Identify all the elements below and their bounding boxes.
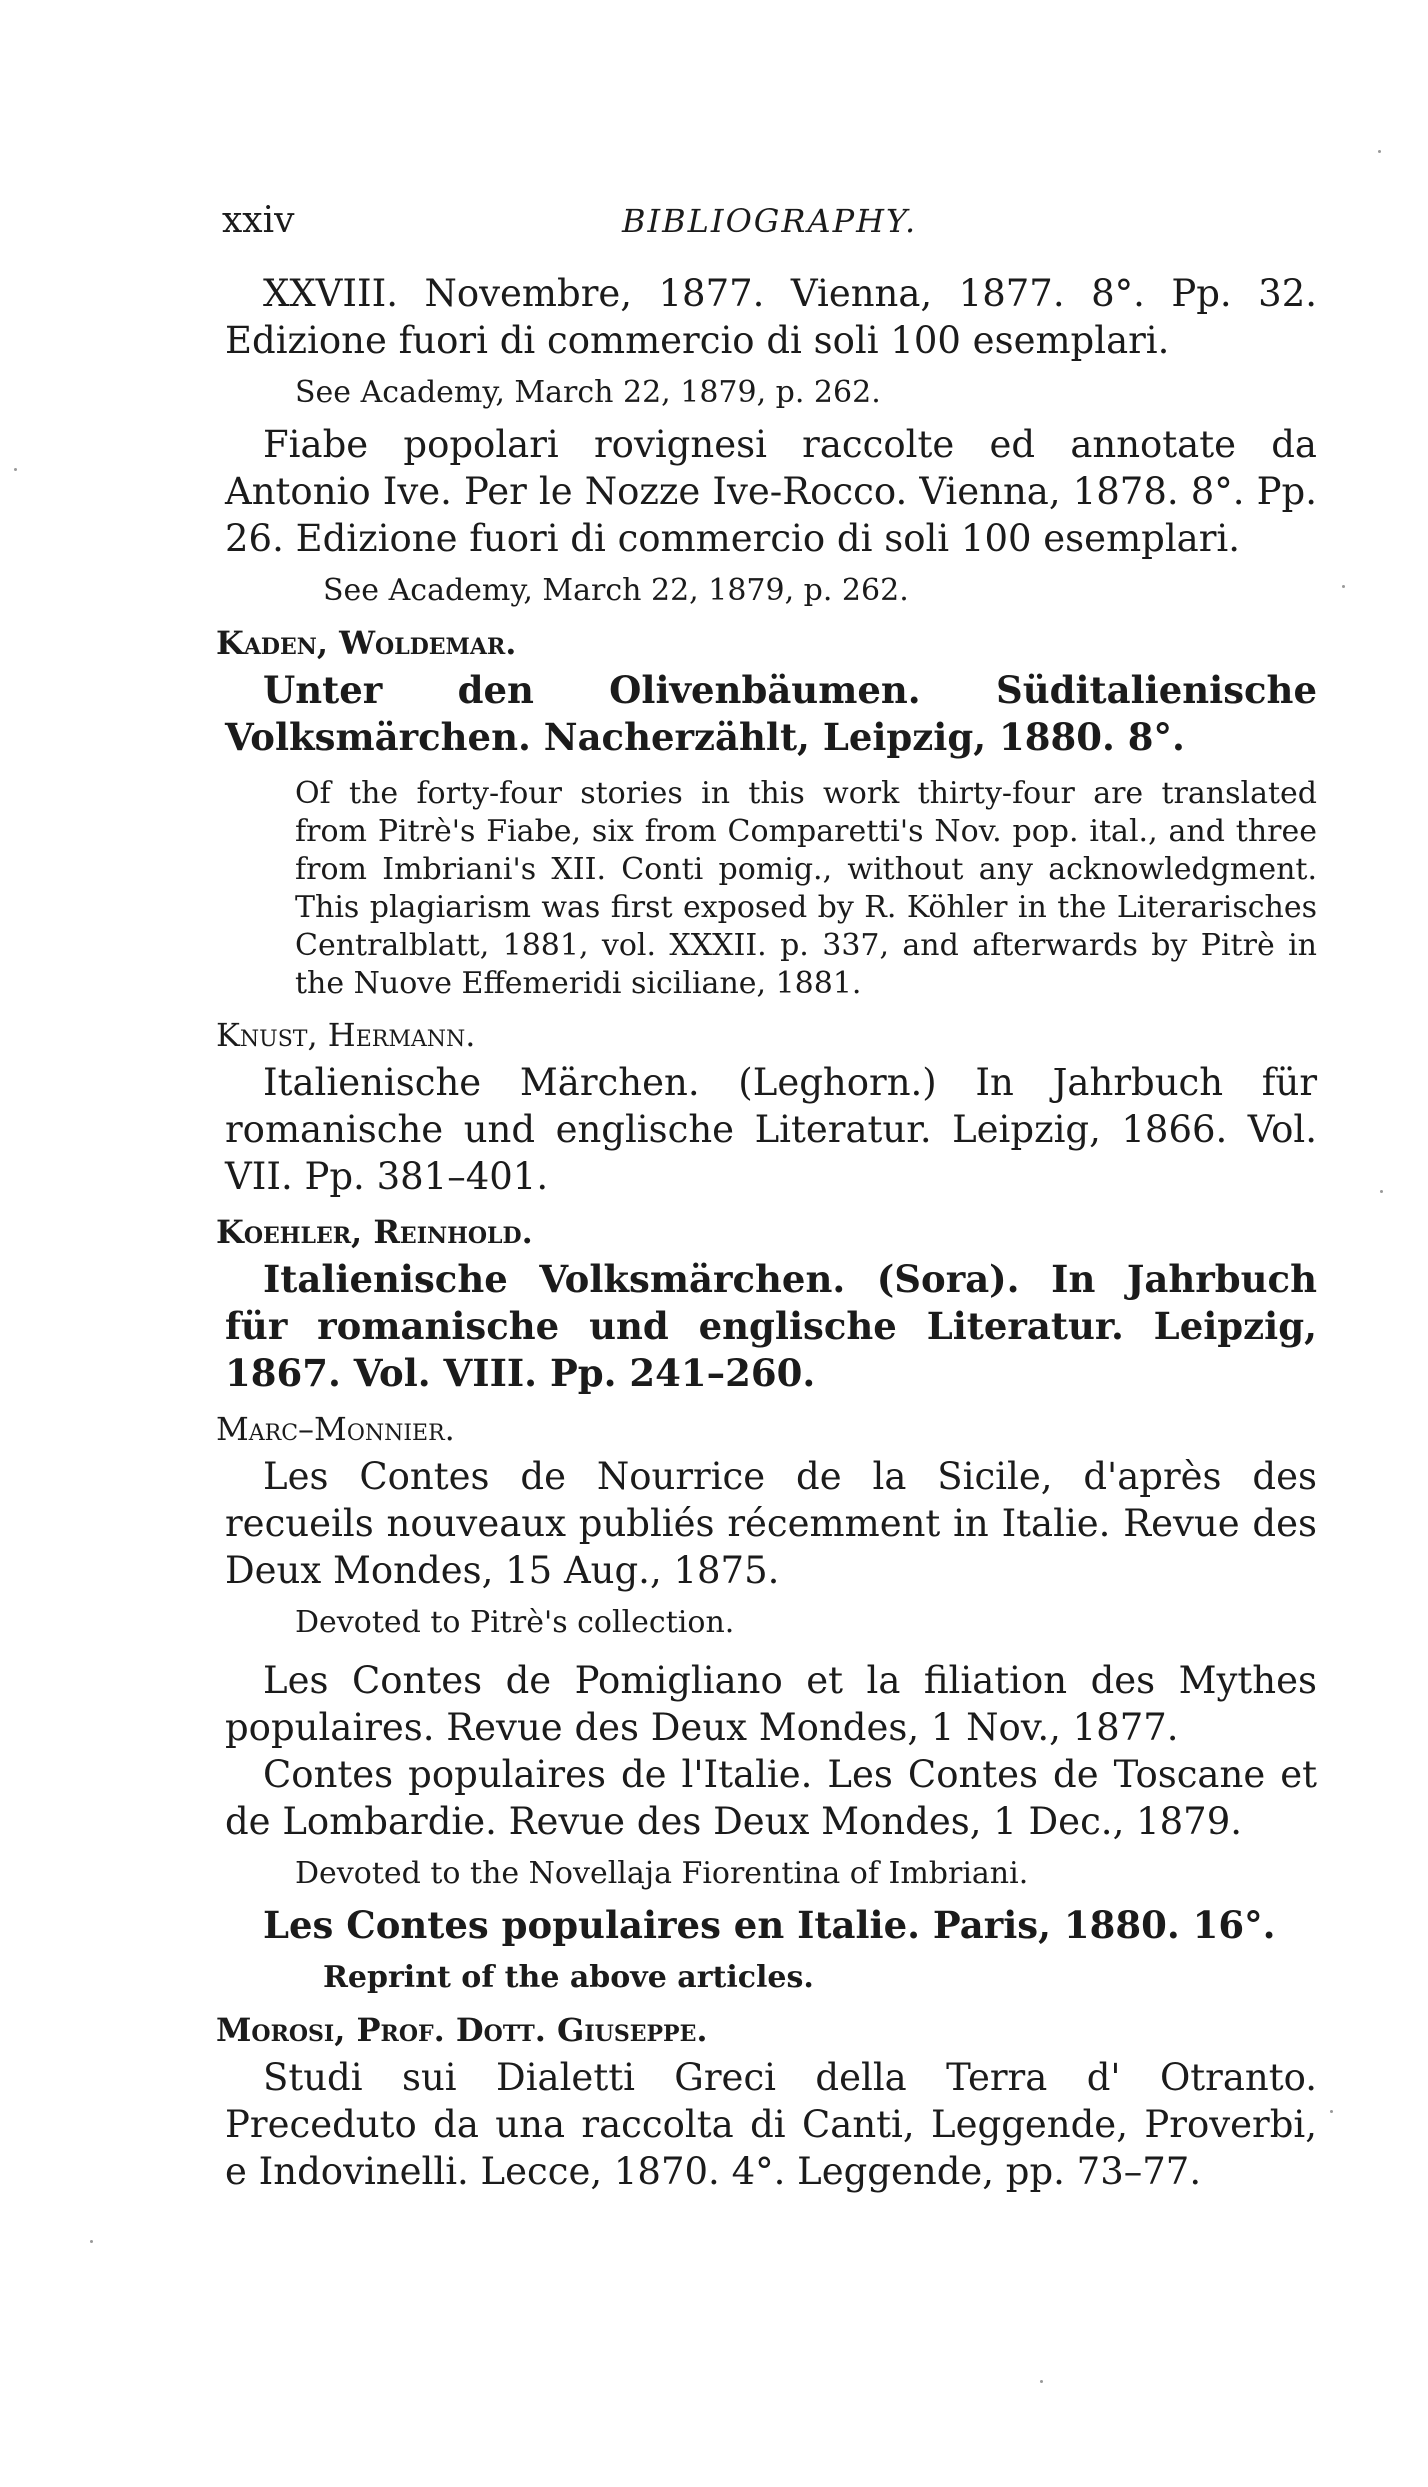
note-novellaja: Devoted to the Novellaja Fiorentina of Imbriani. (295, 1856, 1029, 1891)
running-title: BIBLIOGRAPHY. (622, 202, 918, 240)
page-number: xxiv (222, 200, 295, 241)
entry-studi-dialetti: Studi sui Dialetti Greci della Terra d' Otranto. Preceduto da una raccolta di Canti, Leggende, Proverbi, e Indovinelli. Lecce, 1870. 4°. Leggende, pp. 73–77. (225, 2056, 1317, 2193)
paper-speck (1378, 150, 1381, 153)
entry-contes-italie: Contes populaires de l'Italie. Les Contes de Toscane et de Lombardie. Revue des Deux Mondes, 1 Dec., 1879. (225, 1753, 1317, 1843)
entry-fiabe-rovignesi: Fiabe popolari rovignesi raccolte ed annotate da Antonio Ive. Per le Nozze Ive-Rocco. Vienna, 1878. 8°. Pp. 26. Edizione fuori di commercio di soli 100 esemplari. (225, 423, 1317, 560)
note-pitre-collection: Devoted to Pitrè's collection. (295, 1605, 735, 1640)
note-academy-2: See Academy, March 22, 1879, p. 262. (323, 573, 909, 608)
author-knust: Knust, Hermann. (216, 1016, 476, 1054)
note-reprint: Reprint of the above articles. (323, 1960, 814, 1995)
paper-speck (1330, 2110, 1333, 2113)
entry-italienische-maerchen: Italienische Märchen. (Leghorn.) In Jahrbuch für romanische und englische Literatur. Leipzig, 1866. Vol. VII. Pp. 381–401. (225, 1061, 1317, 1198)
author-koehler: Koehler, Reinhold. (216, 1213, 533, 1251)
bibliography-column (216, 270, 1317, 2195)
entry-volksmaerchen-sora: Italienische Volksmärchen. (Sora). In Jahrbuch für romanische und englische Literatur. Leipzig, 1867. Vol. VIII. Pp. 241–260. (225, 1257, 1317, 1395)
paper-speck (14, 468, 17, 471)
paper-speck (1040, 2380, 1043, 2383)
paper-speck (1342, 585, 1345, 588)
entry-contes-populaires: Les Contes populaires en Italie. Paris, 1880. 16°. (263, 1903, 1276, 1947)
entry-contes-pomigliano: Les Contes de Pomigliano et la filiation des Mythes populaires. Revue des Deux Mondes, 1 Nov., 1877. (225, 1659, 1317, 1749)
author-marc-monnier: Marc–Monnier. (216, 1410, 455, 1448)
author-morosi: Morosi, Prof. Dott. Giuseppe. (216, 2011, 708, 2049)
entry-olivenbaeumen: Unter den Olivenbäumen. Süditalienische Volksmärchen. Nacherzählt, Leipzig, 1880. 8°. (225, 668, 1317, 759)
note-plagiarism: Of the forty-four stories in this work thirty-four are translated from Pitrè's Fiabe, six from Comparetti's Nov. pop. ital., and three from Imbriani's XII. Conti pomig., without any acknowledgment. This plagiarism was first exposed by R. Köhler in the Literarisches Centralblatt, 1881, vol. XXXII. p. 337, and afterwards by Pitrè in the Nuove Effemeridi siciliane, 1881. (295, 776, 1317, 1001)
author-kaden: Kaden, Woldemar. (216, 624, 517, 662)
paper-speck (1380, 1190, 1383, 1193)
entry-contes-nourrice: Les Contes de Nourrice de la Sicile, d'après des recueils nouveaux publiés récemment in Italie. Revue des Deux Mondes, 15 Aug., 1875. (225, 1455, 1317, 1592)
entry-xxviii: XXVIII. Novembre, 1877. Vienna, 1877. 8°. Pp. 32. Edizione fuori di commercio di soli 100 esemplari. (225, 272, 1317, 362)
note-academy-1: See Academy, March 22, 1879, p. 262. (295, 375, 881, 410)
paper-speck (90, 2240, 93, 2243)
